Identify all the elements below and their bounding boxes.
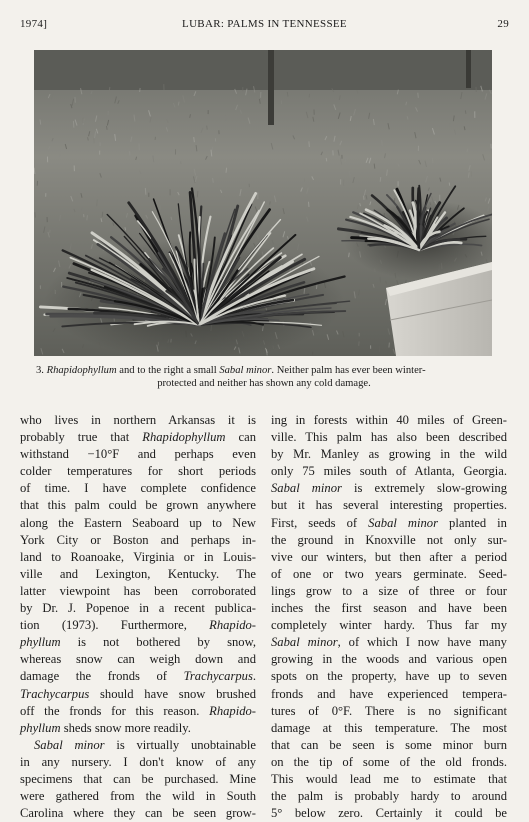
caption-line-1: 3. Rhapidophyllum and to the right a small Sabal minor. Neither palm has ever been winter- [36, 364, 492, 377]
text-line: of one or two years germinate. Seed- [271, 566, 507, 583]
palm-photograph-image [34, 50, 492, 356]
text-line: inches the first season and have been [271, 600, 507, 617]
text-line: Carolina where they can be seen grow- [20, 805, 256, 822]
text-line: of time. I have complete confidence [20, 480, 256, 497]
caption-line-2: protected and neither has shown any cold damage. [36, 377, 492, 390]
text-line: This would lead me to estimate that [271, 771, 507, 788]
text-line: the ground in Knoxville not only sur- [271, 532, 507, 549]
palm-photograph [34, 50, 492, 356]
text-line: completely winter hardy. Thus far my [271, 617, 507, 634]
text-line: that can be seen is some minor burn [271, 737, 507, 754]
running-title: LUBAR: PALMS IN TENNESSEE [20, 18, 509, 30]
text-line: were gathered from the wild in South [20, 788, 256, 805]
text-line: phyllum is not bothered by snow, [20, 634, 256, 651]
text-line: only 75 miles south of Atlanta, Georgia. [271, 463, 507, 480]
text-line: fronds and have experienced tempera- [271, 686, 507, 703]
text-line: vive our winters, but then after a period [271, 549, 507, 566]
header-year: 1974] [20, 18, 47, 30]
text-line: whereas snow can weigh down and [20, 651, 256, 668]
text-line: York City or Boston and perhaps in- [20, 532, 256, 549]
text-line: 5° below zero. Certainly it could be [271, 805, 507, 822]
text-line: damage the fronds of Trachycarpus. [20, 668, 256, 685]
text-line: who lives in northern Arkansas it is [20, 412, 256, 429]
text-line: Sabal minor, of which I now have many [271, 634, 507, 651]
text-line: growing in the woods and various open [271, 651, 507, 668]
left-text-column [20, 412, 256, 822]
text-line: but it has several interesting properties. [271, 497, 507, 514]
text-line: Sabal minor is virtually unobtainable [20, 737, 256, 754]
text-line: tures of 0°F. There is no significant [271, 703, 507, 720]
text-line: withstand −10°F and perhaps even [20, 446, 256, 463]
text-line: specimens that can be purchased. Mine [20, 771, 256, 788]
page-number: 29 [497, 18, 509, 30]
text-line: that this palm could be grown anywhere [20, 497, 256, 514]
running-header [20, 18, 509, 34]
text-line: off the fronds for this reason. Rhapido- [20, 703, 256, 720]
text-line: spots on the property, have up to seven [271, 668, 507, 685]
text-line: First, seeds of Sabal minor planted in [271, 515, 507, 532]
text-line: probably true that Rhapidophyllum can [20, 429, 256, 446]
text-line: Trachycarpus should have snow brushed [20, 686, 256, 703]
text-line: ville. This palm has also been described [271, 429, 507, 446]
text-line: ing in forests within 40 miles of Green- [271, 412, 507, 429]
text-line: phyllum sheds snow more readily. [20, 720, 256, 737]
text-line: in any nursery. I don't know of any [20, 754, 256, 771]
right-text-column [271, 412, 507, 822]
text-line: colder temperatures for short periods [20, 463, 256, 480]
text-line: land to Roanoake, Virginia or in Louis- [20, 549, 256, 566]
text-line: Sabal minor is extremely slow-growing [271, 480, 507, 497]
text-line: by Dr. J. Popenoe in a recent publica- [20, 600, 256, 617]
text-line: damage at this temperature. The most [271, 720, 507, 737]
text-line: ville and Lexington, Kentucky. The [20, 566, 256, 583]
text-line: latter viewpoint has been corroborated [20, 583, 256, 600]
text-line: by Mr. Manley as growing in the wild [271, 446, 507, 463]
text-line: the palm is probably hardy to around [271, 788, 507, 805]
text-line: tion (1973). Furthermore, Rhapido- [20, 617, 256, 634]
figure-caption [36, 364, 492, 390]
text-line: on the tip of some of the old fronds. [271, 754, 507, 771]
text-line: lings grow to a size of three or four [271, 583, 507, 600]
text-line: along the Eastern Seaboard up to New [20, 515, 256, 532]
